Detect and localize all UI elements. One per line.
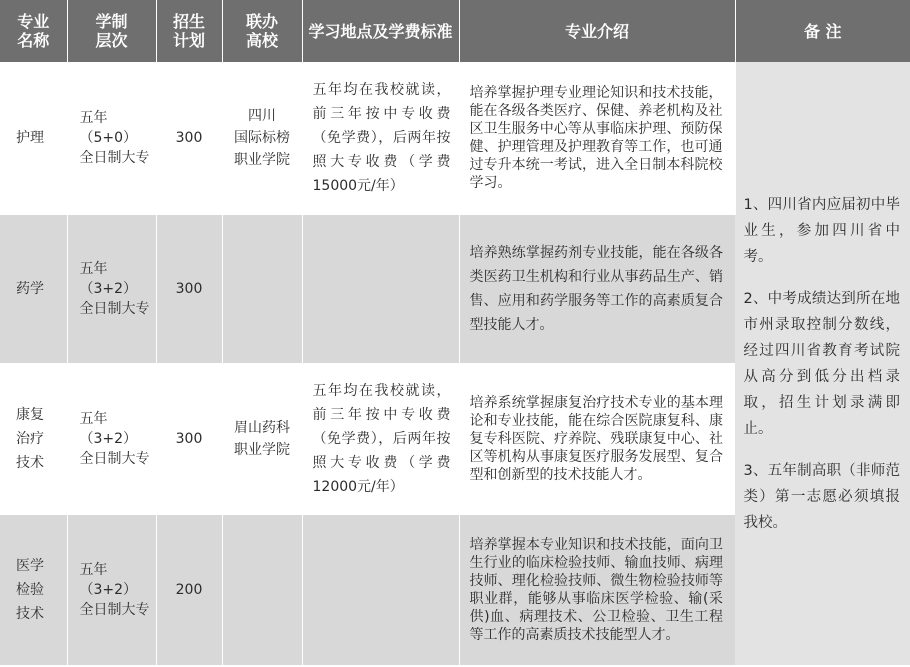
partner-college-empty	[222, 514, 302, 666]
remarks-cell	[735, 62, 910, 666]
location-fee: 五年均在我校就读，前三年按中专收费（免学费），后两年按照大专收费（学费12000元/年）	[302, 364, 459, 514]
major-intro: 培养掌握本专业知识和技术技能，面向卫生行业的临床检验技师、输血技师、病理技师、理化检验技师、微生物检验技师等职业群，能够从事临床医学检验、输(采供)血、病理技术、公卫检验、卫生工程等工作的高素质技术技能型人才。	[459, 514, 735, 666]
major-intro: 培养掌握护理专业理论知识和技术技能，能在各级各类医疗、保健、养老机构及社区卫生服务中心等从事临床护理、预防保健、护理管理及护理教育等工作，也可通过专升本统一考试，进入全日制本科院校学习。	[459, 62, 735, 214]
location-fee: 五年均在我校就读，前三年按中专收费（免学费），后两年按照大专收费（学费15000元/年）	[302, 62, 459, 214]
table-row	[0, 62, 910, 214]
header-major: 专业 名称	[0, 0, 67, 62]
enrollment-quota: 300	[156, 214, 222, 364]
partner-college-empty	[222, 214, 302, 364]
location-fee-empty	[302, 514, 459, 666]
major-name: 康复 治疗 技术	[0, 364, 67, 514]
header-college: 联办 高校	[222, 0, 302, 62]
enrollment-quota: 300	[156, 62, 222, 214]
partner-college: 四川 国际标榜 职业学院	[222, 62, 302, 214]
table-header-row	[0, 0, 910, 62]
enrollment-quota: 200	[156, 514, 222, 666]
header-location-fee: 学习地点及学费标准	[302, 0, 459, 62]
duration-level: 五年（3+2） 全日制大专	[67, 214, 156, 364]
remark-item: 2、中考成绩达到所在地市州录取控制分数线，经过四川省教育考试院从高分到低分出档录取，招生计划录满即止。	[743, 290, 900, 437]
enrollment-quota: 300	[156, 364, 222, 514]
header-quota: 招生 计划	[156, 0, 222, 62]
location-fee-empty	[302, 214, 459, 364]
remark-item: 3、五年制高职（非师范类）第一志愿必须填报我校。	[743, 462, 900, 531]
partner-college: 眉山药科 职业学院	[222, 364, 302, 514]
duration-level: 五年（3+2） 全日制大专	[67, 364, 156, 514]
major-name: 护理	[0, 62, 67, 214]
major-intro: 培养熟练掌握药剂专业技能，能在各级各类医药卫生机构和行业从事药品生产、销售、应用和药学服务等工作的高素质复合型技能人才。	[459, 214, 735, 364]
major-name: 药学	[0, 214, 67, 364]
major-intro: 培养系统掌握康复治疗技术专业的基本理论和专业技能，能在综合医院康复科、康复专科医院、疗养院、残联康复中心、社区等机构从事康复医疗服务发展型、复合型和创新型的技术技能人才。	[459, 364, 735, 514]
remark-item: 1、四川省内应届初中毕业生，参加四川省中考。	[743, 196, 900, 265]
duration-level: 五年（3+2） 全日制大专	[67, 514, 156, 666]
duration-level: 五年（5+0） 全日制大专	[67, 62, 156, 214]
major-name: 医学 检验 技术	[0, 514, 67, 666]
header-remarks: 备 注	[735, 0, 910, 62]
header-duration: 学制 层次	[67, 0, 156, 62]
header-intro: 专业介绍	[459, 0, 735, 62]
